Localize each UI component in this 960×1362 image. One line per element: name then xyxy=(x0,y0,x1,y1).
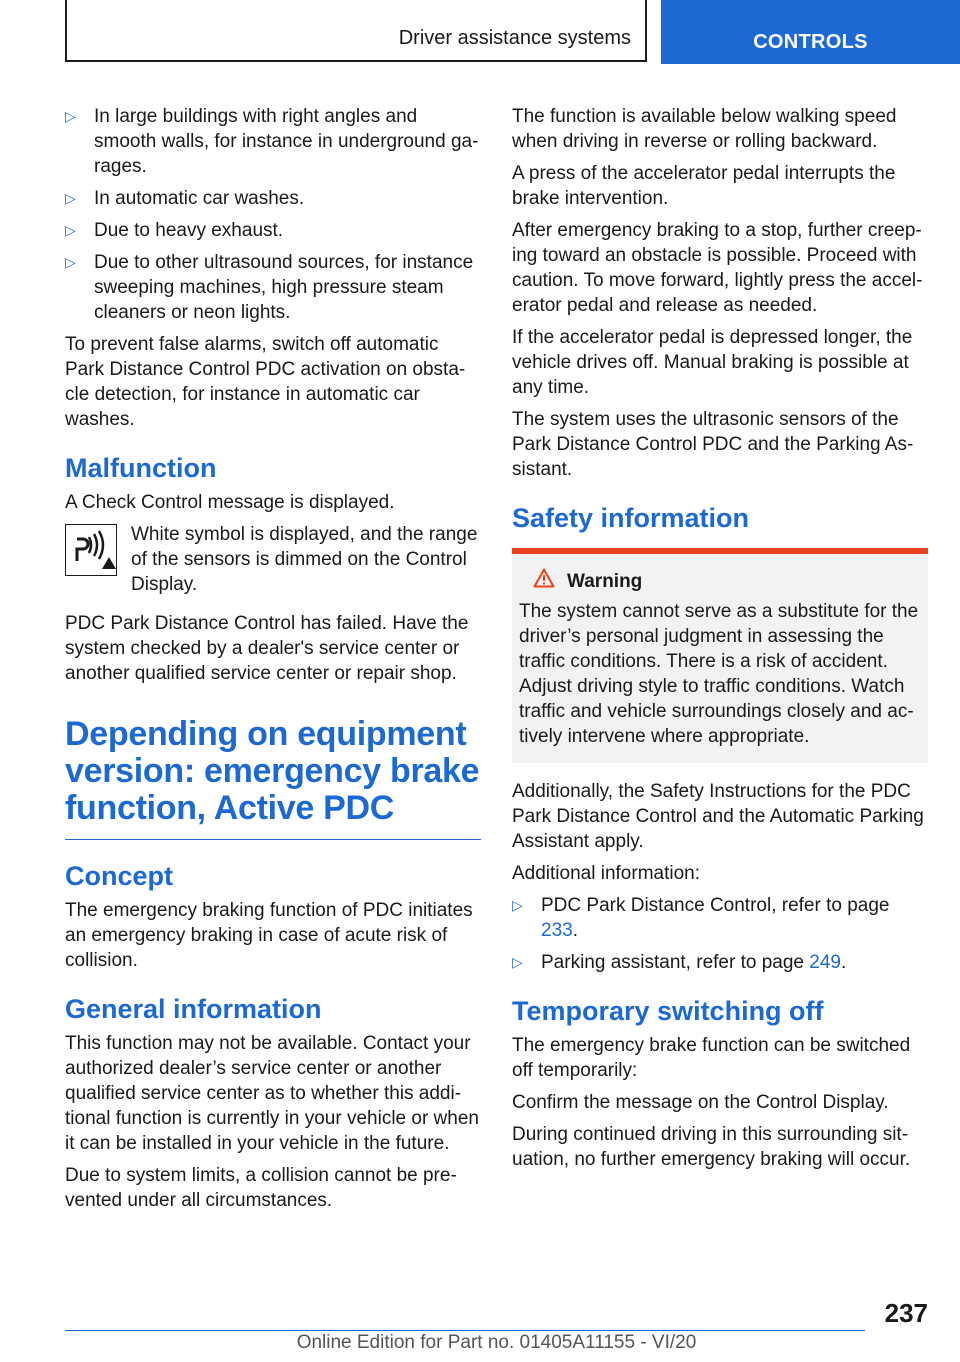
list-item: ▷ In large buildings with right angles and smooth walls, for instance in underground ga‐rages. xyxy=(65,106,479,177)
additional-info-label: Additional information: xyxy=(512,863,700,884)
system-limits-paragraph: Due to system limits, a collision cannot be pre‐vented under all circumstances. xyxy=(65,1165,457,1211)
page-link-233[interactable]: 233 xyxy=(541,920,573,941)
triangle-right-icon: ▷ xyxy=(65,222,76,238)
pdc-sensor-icon xyxy=(65,524,117,576)
warning-text: The system cannot serve as a substitute for the driver’s personal judgment in assessing the traffic conditions. There is a risk of accident. Adjust driving style to traffic conditions. Watch traffic and vehicle surroundings closely and ac‐tively intervene where appropriate. xyxy=(519,601,919,747)
concept-heading: Concept xyxy=(65,861,173,891)
controls-tab-label: CONTROLS xyxy=(753,31,868,53)
left-column xyxy=(65,104,481,1220)
temporary-switch-off-heading: Temporary switching off xyxy=(512,996,824,1026)
creeping-paragraph: After emergency braking to a stop, further creep‐ing toward an obstacle is possible. Proceed with caution. To move forward, lightly press the accel‐erator pedal and release as needed. xyxy=(512,220,923,316)
temporary-switch-off-paragraph: The emergency brake function can be switched off temporarily: xyxy=(512,1035,911,1081)
safety-instructions-paragraph: Additionally, the Safety Instructions for the PDC Park Distance Control and the Automatic Parking Assistant apply. xyxy=(512,781,924,852)
safety-heading: Safety information xyxy=(512,503,750,533)
concept-paragraph: The emergency braking function of PDC initiates an emergency braking in case of acute risk of collision. xyxy=(65,900,473,971)
list-item: ▷ Due to other ultrasound sources, for instance sweeping machines, high pressure steam cleaners or neon lights. xyxy=(65,252,474,323)
confirm-message-paragraph: Confirm the message on the Control Display. xyxy=(512,1092,889,1113)
page-link-249[interactable]: 249 xyxy=(809,952,841,973)
drive-off-paragraph: If the accelerator pedal is depressed longer, the vehicle drives off. Manual braking is possible at any time. xyxy=(512,327,913,398)
triangle-right-icon: ▷ xyxy=(512,897,523,913)
warning-triangle-icon xyxy=(533,568,555,595)
symbol-note xyxy=(65,522,481,597)
controls-tab[interactable] xyxy=(661,0,960,64)
false-alarm-paragraph: To prevent false alarms, switch off automatic Park Distance Control PDC activation on obsta‐cle detection, for instance in automatic car washes. xyxy=(65,334,466,430)
warning-title-row xyxy=(519,568,921,595)
symbol-note-text: White symbol is displayed, and the range of the sensors is dimmed on the Control Display. xyxy=(131,524,478,595)
triangle-right-icon: ▷ xyxy=(512,954,523,970)
section-header-box xyxy=(65,0,647,62)
list-item: ▷ In automatic car washes. xyxy=(65,188,305,209)
section-title: Driver assistance systems xyxy=(398,27,631,49)
malfunction-paragraph: A Check Control message is displayed. xyxy=(65,492,395,513)
triangle-right-icon: ▷ xyxy=(65,254,76,270)
footer-divider xyxy=(65,1330,865,1331)
triangle-right-icon: ▷ xyxy=(65,190,76,206)
list-item: ▷ Due to heavy exhaust. xyxy=(65,220,284,241)
sensors-paragraph: The system uses the ultrasonic sensors of the Park Distance Control PDC and the Parking As‐sistant. xyxy=(512,409,914,480)
general-info-heading: General information xyxy=(65,994,322,1024)
accelerator-paragraph: A press of the accelerator pedal interrupts the brake intervention. xyxy=(512,163,896,209)
warning-title: Warning xyxy=(567,571,643,592)
page-number: 237 xyxy=(884,1298,928,1328)
additional-info-list xyxy=(512,893,928,975)
list-item: ▷ Parking assistant, refer to page 249. xyxy=(512,952,847,973)
right-column xyxy=(512,104,928,1179)
general-info-paragraph: This function may not be available. Contact your authorized dealer’s service center or another qualified service center as to whether this addi‐tional function is currently in your vehicle or when it can be installed in your vehicle in the future. xyxy=(65,1033,479,1154)
main-heading: Depending on equipment version: emergency brake function, Active PDC xyxy=(65,716,481,840)
list-item: ▷ PDC Park Distance Control, refer to page 233. xyxy=(512,895,890,941)
page-header xyxy=(65,0,960,64)
triangle-right-icon: ▷ xyxy=(65,108,76,124)
conditions-list xyxy=(65,104,481,325)
continued-driving-paragraph: During continued driving in this surrounding sit‐uation, no further emergency braking will occur. xyxy=(512,1124,911,1170)
malfunction-heading: Malfunction xyxy=(65,453,217,483)
edition-text: Online Edition for Part no. 01405A11155 - VI/20 xyxy=(296,1332,697,1353)
warning-box xyxy=(512,548,928,763)
pdc-failed-paragraph: PDC Park Distance Control has failed. Have the system checked by a dealer's service center or another qualified service center or repair shop. xyxy=(65,613,469,684)
availability-paragraph: The function is available below walking speed when driving in reverse or rolling backward. xyxy=(512,106,897,152)
